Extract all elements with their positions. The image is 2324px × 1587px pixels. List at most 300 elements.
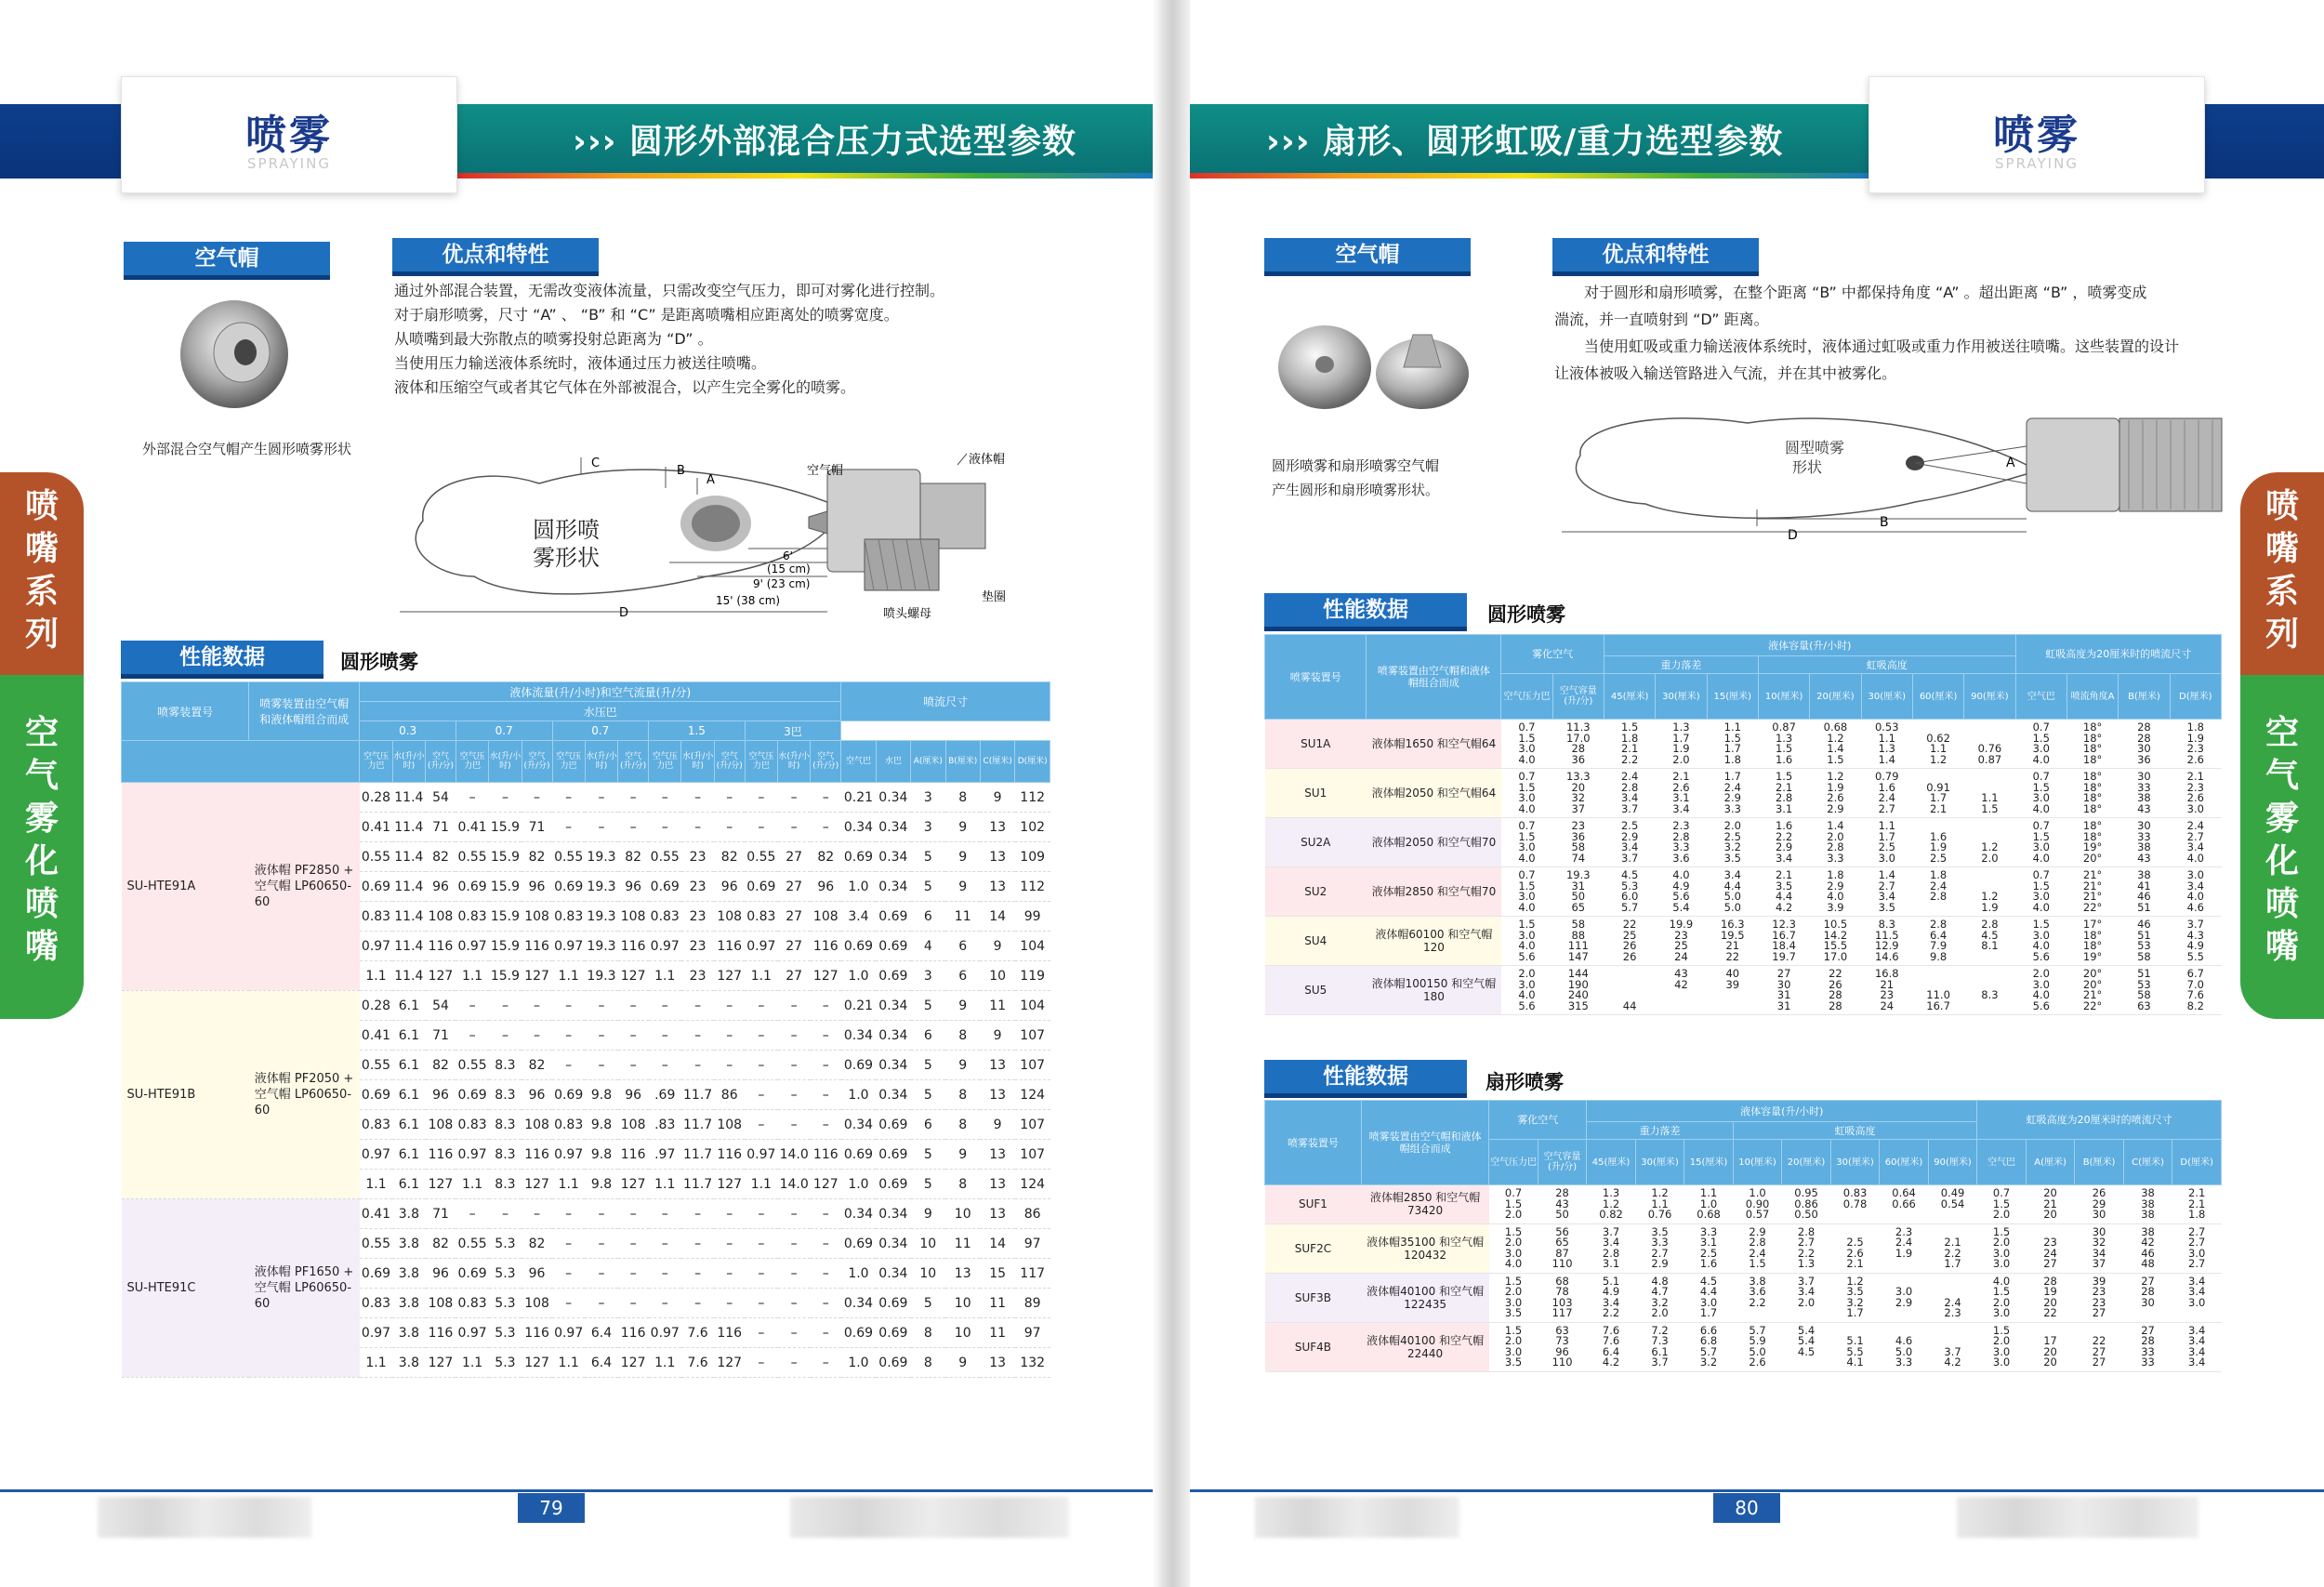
value-cell: 9.8 — [585, 1140, 617, 1170]
value-line: 1.2 — [1981, 840, 1999, 853]
value-line: 3.5 — [1504, 1306, 1523, 1319]
value-line: 1.4 — [1878, 868, 1895, 881]
value-cell: 19.3 — [585, 961, 617, 991]
value-cell: 9 — [945, 842, 980, 872]
value-cell: 0.97 — [360, 1140, 392, 1170]
brand-cn: 喷雾 — [1993, 112, 2080, 159]
value-line: 3.7 — [1797, 1274, 1816, 1288]
features-text — [1554, 279, 2179, 387]
value-cell — [1977, 1322, 2027, 1371]
value-cell: 0.21 — [841, 991, 876, 1021]
value-line: 6.6 — [1699, 1323, 1718, 1337]
th-sub: 90(厘米) — [1928, 1140, 1977, 1185]
value-line: 4.1 — [1846, 1356, 1864, 1369]
value-line: 38 — [2141, 1224, 2155, 1238]
value-line: 63 — [2137, 998, 2151, 1012]
value-cell: 108 — [714, 1110, 745, 1140]
value-line: 3.4 — [2188, 1274, 2206, 1288]
value-cell — [2119, 769, 2170, 818]
value-line: 1.5 — [2032, 829, 2050, 843]
value-cell — [2170, 818, 2221, 867]
value-cell: 0.55 — [360, 1229, 392, 1259]
value-cell: – — [618, 1259, 649, 1289]
value-line: 3.4 — [1723, 868, 1741, 881]
value-cell: 108 — [811, 902, 841, 932]
value-line: 1.2 — [1827, 770, 1844, 783]
value-cell: 8 — [945, 1080, 980, 1110]
value-cell: – — [811, 783, 841, 813]
value-cell: 0.55 — [456, 842, 488, 872]
value-line: 32 — [2092, 1236, 2106, 1249]
value-line: 4.0 — [2186, 851, 2204, 865]
combo-cell: 液体帽40100 和空气帽122435 — [1361, 1273, 1488, 1322]
value-cell — [1912, 720, 1963, 769]
value-line: 20 — [2043, 1356, 2057, 1369]
value-cell: 3.4 — [841, 902, 876, 932]
value-line: 34 — [2092, 1246, 2106, 1260]
value-line: 1.5 — [1992, 1285, 2011, 1298]
th-sub: B(厘米) — [2075, 1140, 2124, 1185]
value-cell: 96 — [426, 1080, 456, 1110]
label-air-cap: 空气帽 — [807, 464, 844, 478]
value-cell: – — [585, 783, 617, 813]
combo-cell: 液体帽2050 和空气帽64 — [1367, 769, 1501, 818]
value-line: 1.7 — [1672, 731, 1690, 745]
perf-sub: 圆形喷雾 — [340, 651, 418, 673]
value-line: 1.9 — [1981, 900, 1999, 914]
table-row — [1265, 1273, 2222, 1322]
value-cell: – — [681, 1021, 714, 1051]
value-line: 3.0 — [1504, 1344, 1523, 1358]
value-line: 3.0 — [1992, 1257, 2011, 1270]
value-cell: – — [552, 783, 585, 813]
value-line: 3.2 — [1699, 1356, 1718, 1369]
value-cell: 9 — [945, 1140, 980, 1170]
value-line: 1.5 — [1518, 731, 1536, 745]
value-cell: 127 — [714, 961, 745, 991]
value-line: 3.4 — [2186, 840, 2204, 853]
value-cell — [1964, 720, 2015, 769]
value-line: 2.7 — [1651, 1246, 1669, 1260]
value-line: 2.6 — [1827, 791, 1844, 804]
value-line: 2.1 — [2188, 1186, 2206, 1199]
value-cell: – — [811, 991, 841, 1021]
value-cell — [1501, 966, 1552, 1015]
value-cell: 0.34 — [841, 1021, 876, 1051]
value-cell: 6.4 — [585, 1318, 617, 1348]
value-cell: 112 — [1015, 783, 1050, 813]
value-cell: 0.69 — [841, 842, 876, 872]
value-line: 0.82 — [1599, 1208, 1623, 1221]
value-line: 1.1 — [1651, 1197, 1669, 1210]
value-line: 2.4 — [1895, 1236, 1913, 1249]
value-cell: 11.4 — [392, 783, 425, 813]
value-cell — [1501, 917, 1552, 966]
value-line: 2.0 — [1827, 829, 1844, 843]
value-cell — [1964, 867, 2015, 917]
value-line: 23 — [1880, 988, 1895, 1001]
value-cell — [1810, 966, 1861, 1015]
features-label: 优点和特性 — [1552, 238, 1759, 271]
value-line: 17.0 — [1565, 731, 1591, 745]
value-cell — [1635, 1322, 1684, 1371]
value-cell: 96 — [618, 872, 649, 902]
value-cell: 0.34 — [876, 813, 910, 842]
value-line: 37 — [2092, 1257, 2106, 1270]
value-cell — [2067, 818, 2118, 867]
value-cell: 0.55 — [360, 842, 392, 872]
value-cell: – — [745, 1080, 777, 1110]
value-line: 3.5 — [1775, 879, 1793, 893]
th-sub: 15(厘米) — [1707, 674, 1758, 720]
value-line: 27 — [2141, 1274, 2155, 1288]
value-cell — [1538, 1273, 1587, 1322]
value-cell: 11 — [980, 1318, 1014, 1348]
value-line: 4.7 — [1651, 1285, 1669, 1298]
value-cell: 8.3 — [489, 1051, 522, 1080]
value-line: 2.5 — [1699, 1246, 1718, 1260]
value-line: 24 — [1880, 998, 1895, 1012]
value-cell: 23 — [681, 932, 714, 961]
value-line: 63 — [1555, 1323, 1569, 1337]
value-line: 1.7 — [1878, 829, 1895, 843]
value-line: 3.0 — [1518, 977, 1536, 991]
value-line: 23 — [2043, 1236, 2057, 1249]
value-cell: 0.69 — [552, 1080, 585, 1110]
value-line: 26 — [1622, 949, 1637, 963]
value-line: 3.0 — [1518, 791, 1536, 804]
value-line: 2.0 — [1992, 1334, 2011, 1347]
value-line: 7.6 — [2186, 988, 2204, 1001]
model-cell: SU2A — [1265, 818, 1367, 867]
value-line: 4.6 — [1895, 1334, 1913, 1347]
value-line: 11.5 — [1874, 928, 1899, 942]
th-sub: 15(厘米) — [1684, 1140, 1734, 1185]
value-line: 2.4 — [1749, 1246, 1766, 1260]
value-cell — [1552, 818, 1604, 867]
th-sub: 60(厘米) — [1912, 674, 1963, 720]
th-sub: 45(厘米) — [1604, 674, 1655, 720]
value-line: 33 — [2137, 829, 2151, 843]
value-line: 2.8 — [1981, 918, 1999, 931]
value-line: 1.6 — [1878, 780, 1895, 794]
value-cell — [2026, 1322, 2075, 1371]
th-combo: 喷雾装置由空气帽和液体帽组合而成 — [1361, 1101, 1488, 1185]
value-cell — [1604, 867, 1655, 917]
value-line: 3.1 — [1699, 1236, 1718, 1249]
perf-sub-fan: 扇形喷雾 — [1486, 1071, 1564, 1093]
feature-line: 液体和压缩空气或者其它气体在外部被混合，以产生完全雾化的喷雾。 — [394, 378, 856, 396]
value-line: 21 — [2043, 1197, 2057, 1210]
value-line: 4.5 — [1699, 1274, 1718, 1288]
label-gasket: 垫圈 — [982, 590, 1007, 604]
value-line — [2123, 1308, 2172, 1319]
th-blank — [122, 741, 360, 783]
value-cell: 6 — [911, 1021, 945, 1051]
value-line — [1782, 1357, 1831, 1369]
value-line: 12.3 — [1772, 918, 1796, 931]
value-line: 1.8 — [2188, 1208, 2206, 1221]
value-line: 1.6 — [1929, 829, 1948, 843]
label-a: A — [2006, 456, 2015, 470]
value-cell: 14.0 — [778, 1140, 811, 1170]
value-cell — [1656, 867, 1707, 917]
perf-label-round: 性能数据 — [1264, 593, 1467, 627]
value-line: 27 — [2092, 1344, 2106, 1358]
value-line: 0.7 — [2032, 721, 2050, 734]
value-line: 33 — [2137, 780, 2151, 794]
th-sub: 10(厘米) — [1733, 1140, 1782, 1185]
value-line: 4.4 — [1699, 1285, 1718, 1298]
value-cell: – — [552, 1259, 585, 1289]
value-cell: 13 — [980, 1140, 1014, 1170]
value-cell: 1.1 — [745, 1170, 777, 1199]
value-line: 4.0 — [1518, 988, 1536, 1001]
value-cell: 5.3 — [489, 1259, 522, 1289]
value-cell: – — [778, 1348, 811, 1378]
value-line: 1.4 — [1827, 742, 1844, 755]
value-line: 1.5 — [1981, 801, 1999, 815]
value-line: 2.9 — [1775, 840, 1793, 853]
value-cell: 13 — [980, 813, 1014, 842]
value-cell: 82 — [811, 842, 841, 872]
th-pressure: 3巴 — [745, 721, 841, 741]
value-line: 5.5 — [1846, 1344, 1864, 1358]
value-line: 44 — [1622, 998, 1637, 1012]
value-line: 65 — [1571, 900, 1586, 914]
th-sub: 空气压力巴 — [649, 741, 681, 783]
value-cell: 0.83 — [456, 1289, 488, 1318]
value-line: 88 — [1571, 928, 1586, 942]
value-cell: 6.1 — [392, 991, 425, 1021]
value-cell: – — [745, 1259, 777, 1289]
value-cell — [1707, 769, 1758, 818]
value-line: 1.1 — [1723, 721, 1741, 734]
value-line: 18° — [2082, 829, 2103, 843]
value-cell: 0.83 — [456, 902, 488, 932]
value-line: 2.6 — [1749, 1356, 1766, 1369]
value-cell: 11.4 — [392, 961, 425, 991]
value-line: 2.5 — [1846, 1236, 1864, 1249]
value-cell: 82 — [426, 1229, 456, 1259]
value-line: 0.7 — [1518, 819, 1536, 832]
footer-blur — [790, 1497, 1069, 1538]
value-line: 40 — [1725, 967, 1740, 980]
value-cell — [2170, 917, 2221, 966]
value-cell — [2075, 1273, 2124, 1322]
table-row — [1265, 769, 2222, 818]
value-line: 1.5 — [1992, 1224, 2011, 1238]
value-cell — [1758, 867, 1809, 917]
value-cell: – — [618, 783, 649, 813]
value-cell: 86 — [1015, 1199, 1050, 1229]
value-line: 1.6 — [1699, 1257, 1718, 1270]
value-cell — [1880, 1322, 1929, 1371]
header-band — [0, 104, 130, 179]
value-cell: – — [745, 1110, 777, 1140]
spray-label-1: 圆型喷雾 — [1785, 439, 1845, 456]
value-line: 27 — [2092, 1306, 2106, 1319]
value-cell — [1489, 1273, 1538, 1322]
value-line: 3.4 — [2188, 1344, 2206, 1358]
value-line: 3.0 — [1504, 1246, 1523, 1260]
value-line: 0.7 — [2032, 868, 2050, 881]
value-line: 3.5 — [1846, 1285, 1864, 1298]
spray-diagram — [1562, 400, 2240, 549]
value-cell: 13 — [980, 1348, 1014, 1378]
value-cell — [1604, 917, 1655, 966]
value-cell: 0.34 — [876, 1229, 910, 1259]
value-cell — [1656, 818, 1707, 867]
value-line: 51 — [2137, 967, 2151, 980]
value-line: 2.6 — [1846, 1246, 1864, 1260]
value-line: 110 — [1552, 1257, 1573, 1270]
value-line: 3.3 — [1723, 801, 1741, 815]
feature-line: 对于圆形和扇形喷雾，在整个距离 “B” 中都保持角度 “A” 。超出距离 “B” ，喷雾变成 — [1584, 284, 2147, 301]
value-cell: – — [552, 1229, 585, 1259]
value-line: 3.4 — [1602, 1236, 1620, 1249]
value-cell: 0.34 — [876, 1259, 910, 1289]
value-cell: – — [649, 991, 681, 1021]
value-line: 2.6 — [2186, 791, 2204, 804]
value-cell — [1912, 818, 1963, 867]
value-cell: 8 — [911, 1318, 945, 1348]
value-cell: – — [649, 1199, 681, 1229]
value-cell — [1707, 818, 1758, 867]
value-line: 1.1 — [1981, 791, 1999, 804]
value-cell: 15.9 — [489, 842, 522, 872]
value-line: 2.5 — [1878, 840, 1895, 853]
value-cell — [1707, 720, 1758, 769]
value-line: 2.1 — [1775, 780, 1793, 794]
value-cell: 71 — [426, 1021, 456, 1051]
value-cell: – — [585, 813, 617, 842]
value-cell: – — [618, 1289, 649, 1318]
value-line: 56 — [1555, 1224, 1569, 1238]
value-cell: 8 — [945, 783, 980, 813]
value-cell: 6.1 — [392, 1021, 425, 1051]
value-line: 3.3 — [1895, 1356, 1913, 1369]
value-cell: 116 — [618, 932, 649, 961]
value-cell — [1604, 769, 1655, 818]
value-line: 1.9 — [1895, 1246, 1913, 1260]
value-line — [1880, 1259, 1929, 1270]
value-line: 2.0 — [1992, 1295, 2011, 1309]
feature-line: 对于扇形喷雾，尺寸 “A” 、 “B” 和 “C” 是距离喷嘴相应距离处的喷雾宽度。 — [394, 306, 899, 324]
value-line: 8.1 — [1981, 939, 1999, 952]
value-cell — [1912, 769, 1963, 818]
model-cell: SU4 — [1265, 917, 1367, 966]
value-cell: 19.3 — [585, 932, 617, 961]
value-cell: 3.8 — [392, 1318, 425, 1348]
value-cell: 0.83 — [552, 902, 585, 932]
value-cell: – — [778, 1289, 811, 1318]
value-line: 2.9 — [1620, 829, 1639, 843]
value-line: 43 — [1674, 967, 1688, 980]
value-cell: – — [811, 1289, 841, 1318]
value-line: 3.4 — [2188, 1356, 2206, 1369]
th-sub: 空气压力巴 — [1489, 1140, 1538, 1185]
combo-cell: 液体帽 PF2850 + 空气帽 LP60650-60 — [249, 783, 360, 991]
value-cell: 82 — [426, 1051, 456, 1080]
value-line: 19 — [2043, 1285, 2057, 1298]
value-line: 1.5 — [1504, 1323, 1523, 1337]
th-sub: 空气容量(升/分) — [1538, 1140, 1587, 1185]
value-line: 144 — [1567, 967, 1589, 980]
value-cell — [1810, 720, 1861, 769]
value-line: 0.54 — [1940, 1197, 1965, 1210]
value-line: 2.7 — [2186, 829, 2204, 843]
value-line: 78 — [1555, 1285, 1569, 1298]
value-cell: – — [778, 1318, 811, 1348]
value-cell: 0.69 — [876, 1110, 910, 1140]
dim-6ft: 6' — [783, 549, 793, 562]
value-line: 41 — [2137, 879, 2151, 893]
value-line: 58 — [1571, 840, 1586, 853]
value-line: 5.7 — [1620, 900, 1639, 914]
value-line: 4.0 — [1518, 801, 1536, 815]
value-line: 1.4 — [1878, 752, 1895, 766]
value-line: 46 — [2137, 918, 2151, 931]
value-cell: – — [681, 813, 714, 842]
value-line: 14.2 — [1823, 928, 1848, 942]
value-cell — [1758, 818, 1809, 867]
value-line: 3.3 — [1699, 1224, 1718, 1238]
value-cell: 0.41 — [360, 1021, 392, 1051]
table-row — [1265, 917, 2222, 966]
value-cell: 5 — [911, 1289, 945, 1318]
value-cell — [2067, 917, 2118, 966]
value-line: 3.4 — [1620, 791, 1639, 804]
value-cell: – — [618, 1229, 649, 1259]
value-cell — [2170, 867, 2221, 917]
value-cell: – — [489, 783, 522, 813]
value-line: 33 — [2141, 1356, 2155, 1369]
table-row — [1265, 966, 2222, 1015]
value-line: 4.2 — [1775, 900, 1793, 914]
value-cell: – — [489, 1021, 522, 1051]
value-cell: 6 — [911, 902, 945, 932]
value-cell — [2123, 1273, 2172, 1322]
value-line: 28 — [2141, 1334, 2155, 1347]
value-cell: 6.4 — [585, 1348, 617, 1378]
value-cell — [1656, 720, 1707, 769]
value-line: 2.2 — [1797, 1246, 1816, 1260]
value-cell: 8.3 — [489, 1170, 522, 1199]
value-line: 7.0 — [2186, 977, 2204, 991]
value-cell: 23 — [681, 842, 714, 872]
value-line: 3.0 — [1992, 1306, 2011, 1319]
value-cell: 96 — [426, 1259, 456, 1289]
value-cell — [1830, 1273, 1880, 1322]
value-line: 1.3 — [1878, 742, 1895, 755]
value-cell: 0.97 — [649, 1318, 681, 1348]
value-line: 6.0 — [1620, 890, 1639, 903]
value-cell: 0.34 — [876, 1199, 910, 1229]
value-cell: 0.34 — [841, 1110, 876, 1140]
value-line: 36 — [1571, 752, 1586, 766]
th-dim: 虹吸高度为20厘米时的喷流尺寸 — [1977, 1101, 2222, 1140]
value-line: 3.4 — [2188, 1334, 2206, 1347]
value-cell — [1928, 1185, 1977, 1224]
value-cell: 0.21 — [841, 783, 876, 813]
air-cap-caption: 圆形喷雾和扇形喷雾空气帽 产生圆形和扇形喷雾形状。 — [1272, 457, 1440, 498]
value-line: 46 — [2141, 1246, 2155, 1260]
value-line: 3.0 — [1895, 1285, 1913, 1298]
value-line: 5.0 — [1723, 900, 1741, 914]
value-cell: – — [681, 1289, 714, 1318]
value-cell: – — [778, 1199, 811, 1229]
